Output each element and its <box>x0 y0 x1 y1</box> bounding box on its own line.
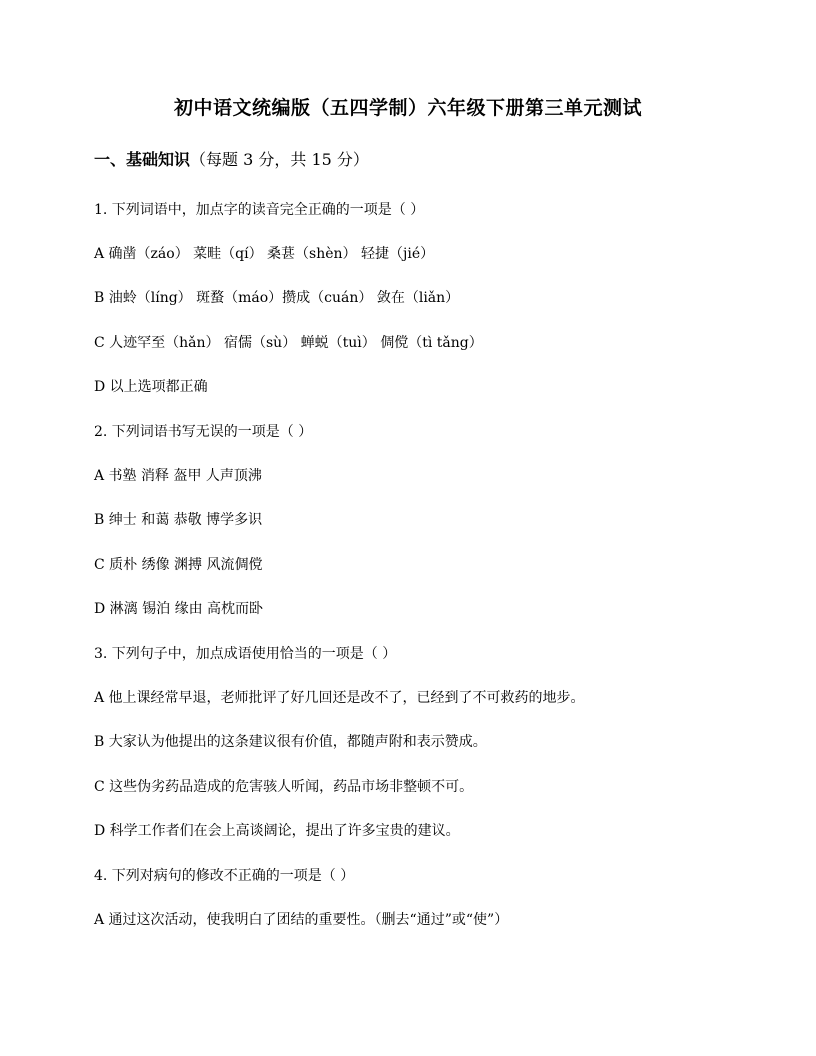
question-1-option-c: C 人迹罕至（hǎn） 宿儒（sù） 蝉蜕（tuì） 倜傥（tì tǎng） <box>94 335 483 351</box>
section-heading <box>94 148 369 172</box>
question-3-option-c: C 这些伪劣药品造成的危害骇人听闻，药品市场非整顿不可。 <box>94 779 474 795</box>
question-2-option-a: A 书塾 消释 盔甲 人声顶沸 <box>94 468 262 484</box>
page-title: 初中语文统编版（五四学制）六年级下册第三单元测试 <box>173 97 642 119</box>
section-heading-note: （每题 3 分，共 15 分） <box>190 150 369 169</box>
question-3-option-d: D 科学工作者们在会上高谈阔论，提出了许多宝贵的建议。 <box>94 823 460 839</box>
question-1-option-d: D 以上选项都正确 <box>94 379 208 395</box>
question-1-option-b: B 油蛉（líng） 斑蝥（máo）攒成（cuán） 敛在（liǎn） <box>94 290 460 306</box>
question-3-option-b: B 大家认为他提出的这条建议很有价值，都随声附和表示赞成。 <box>94 734 487 750</box>
question-3-option-a: A 他上课经常早退，老师批评了好几回还是改不了，已经到了不可救药的地步。 <box>94 690 585 706</box>
question-4: 4. 下列对病句的修改不正确的一项是（ ） <box>94 868 355 884</box>
question-1-option-a: A 确凿（záo） 菜畦（qí） 桑葚（shèn） 轻捷（jié） <box>94 246 435 262</box>
question-2: 2. 下列词语书写无误的一项是（ ） <box>94 424 313 440</box>
question-2-option-c: C 质朴 绣像 渊搏 风流倜傥 <box>94 557 263 573</box>
question-4-option-a: A 通过这次活动，使我明白了团结的重要性。（删去“通过”或“使”） <box>94 912 509 928</box>
question-2-option-b: B 绅士 和蔼 恭敬 博学多识 <box>94 512 263 528</box>
question-2-option-d: D 淋漓 锡泊 缘由 高枕而卧 <box>94 601 264 617</box>
question-1: 1. 下列词语中，加点字的读音完全正确的一项是（ ） <box>94 202 425 218</box>
section-heading-label: 一、基础知识 <box>94 150 191 169</box>
question-3: 3. 下列句子中，加点成语使用恰当的一项是（ ） <box>94 646 397 662</box>
